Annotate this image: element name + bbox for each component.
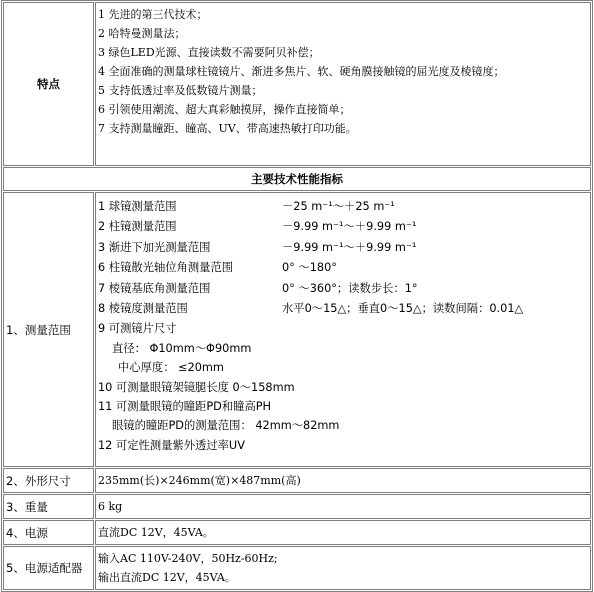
- features-list: [95, 2, 591, 166]
- lens-diameter: 直径： Φ10mm～Φ90mm: [112, 341, 252, 355]
- adapter-input: 输入AC 110V-240V，50Hz-60Hz;: [98, 552, 278, 565]
- range-row: [3, 192, 591, 467]
- range-label: 1、测量范围: [3, 192, 94, 467]
- range-item-name: 8 棱镜度测量范围: [98, 302, 188, 316]
- power-row: [3, 520, 591, 545]
- lens-size-title: 9 可测镜片尺寸: [98, 322, 177, 336]
- features-label: 特点: [3, 2, 94, 166]
- range-item: [98, 217, 588, 237]
- adapter-row: [3, 546, 591, 590]
- range-item: [98, 197, 588, 217]
- weight-label: 3、重量: [3, 494, 94, 519]
- feature-item: 5 支持低透过率及低数镜片测量；: [98, 84, 263, 97]
- dimensions-label: 2、外形尺寸: [3, 468, 94, 493]
- range-item-value: －9.99 m⁻¹～＋9.99 m⁻¹: [282, 240, 417, 254]
- range-item: [98, 299, 588, 319]
- range-content: [95, 192, 591, 467]
- dimensions-value: 235mm(长)×246mm(宽)×487mm(高): [95, 468, 591, 493]
- features-items: [98, 5, 588, 138]
- range-item-value: 水平0～15△；垂直0～15△；读数间隔：0.01△: [282, 302, 524, 316]
- feature-item: 7 支持测量瞳距、瞳高、UV、带高速热敏打印功能。: [98, 122, 357, 135]
- range-item-value: －25 m⁻¹～＋25 m⁻¹: [282, 200, 395, 213]
- range-item: [98, 258, 588, 278]
- weight-row: [3, 494, 591, 519]
- range-item-name: 6 柱镜散光轴位角测量范围: [98, 261, 234, 275]
- range-item-value: 0° ～360°；读数步长：1°: [282, 281, 418, 295]
- feature-item: 2 哈特曼测量法；: [98, 27, 186, 40]
- feature-item: 1 先进的第三代技术；: [98, 8, 208, 21]
- range-item-value: －9.99 m⁻¹～＋9.99 m⁻¹: [282, 220, 417, 234]
- section-title-row: [3, 167, 591, 191]
- spec-table: [1, 0, 593, 592]
- range-item-name: 1 球镜测量范围: [98, 200, 177, 213]
- range-item-name: 3 渐进下加光测量范围: [98, 240, 211, 254]
- feature-item: 4 全面准确的测量球柱镜镜片、渐进多焦片、软、硬角膜接触镜的屈光度及棱镜度；: [98, 65, 505, 78]
- section-title: 主要技术性能指标: [3, 167, 591, 191]
- temple-length-range: 10 可测量眼镜架镜腿长度 0～158mm: [98, 380, 295, 394]
- power-value: 直流DC 12V，45VA。: [95, 520, 591, 545]
- adapter-output: 输出直流DC 12V，45VA。: [98, 571, 236, 584]
- pd-range: 眼镜的瞳距PD的测量范围： 42mm～82mm: [112, 419, 340, 433]
- power-label: 4、电源: [3, 520, 94, 545]
- lens-thickness: 中心厚度： ≤20mm: [118, 361, 224, 375]
- feature-item: 6 引领使用潮流、超大真彩触摸屏，操作直接简单；: [98, 103, 351, 116]
- range-item-value: 0° ～180°: [282, 261, 337, 275]
- range-item-name: 7 棱镜基底角测量范围: [98, 281, 211, 295]
- range-item-name: 2 柱镜测量范围: [98, 220, 177, 234]
- range-item: [98, 279, 588, 299]
- feature-item: 3 绿色LED光源、直接读数不需要阿贝补偿；: [98, 46, 320, 59]
- dimensions-row: [3, 468, 591, 493]
- weight-value: 6 kg: [95, 494, 591, 519]
- range-item: [98, 238, 588, 258]
- features-row: [3, 2, 591, 166]
- adapter-value: [95, 546, 591, 590]
- adapter-label: 5、电源适配器: [3, 546, 94, 590]
- uv-measure: 12 可定性测量紫外透过率UV: [98, 438, 245, 452]
- pd-ph-title: 11 可测量眼镜的瞳距PD和瞳高PH: [98, 400, 272, 414]
- range-rows: [98, 197, 588, 319]
